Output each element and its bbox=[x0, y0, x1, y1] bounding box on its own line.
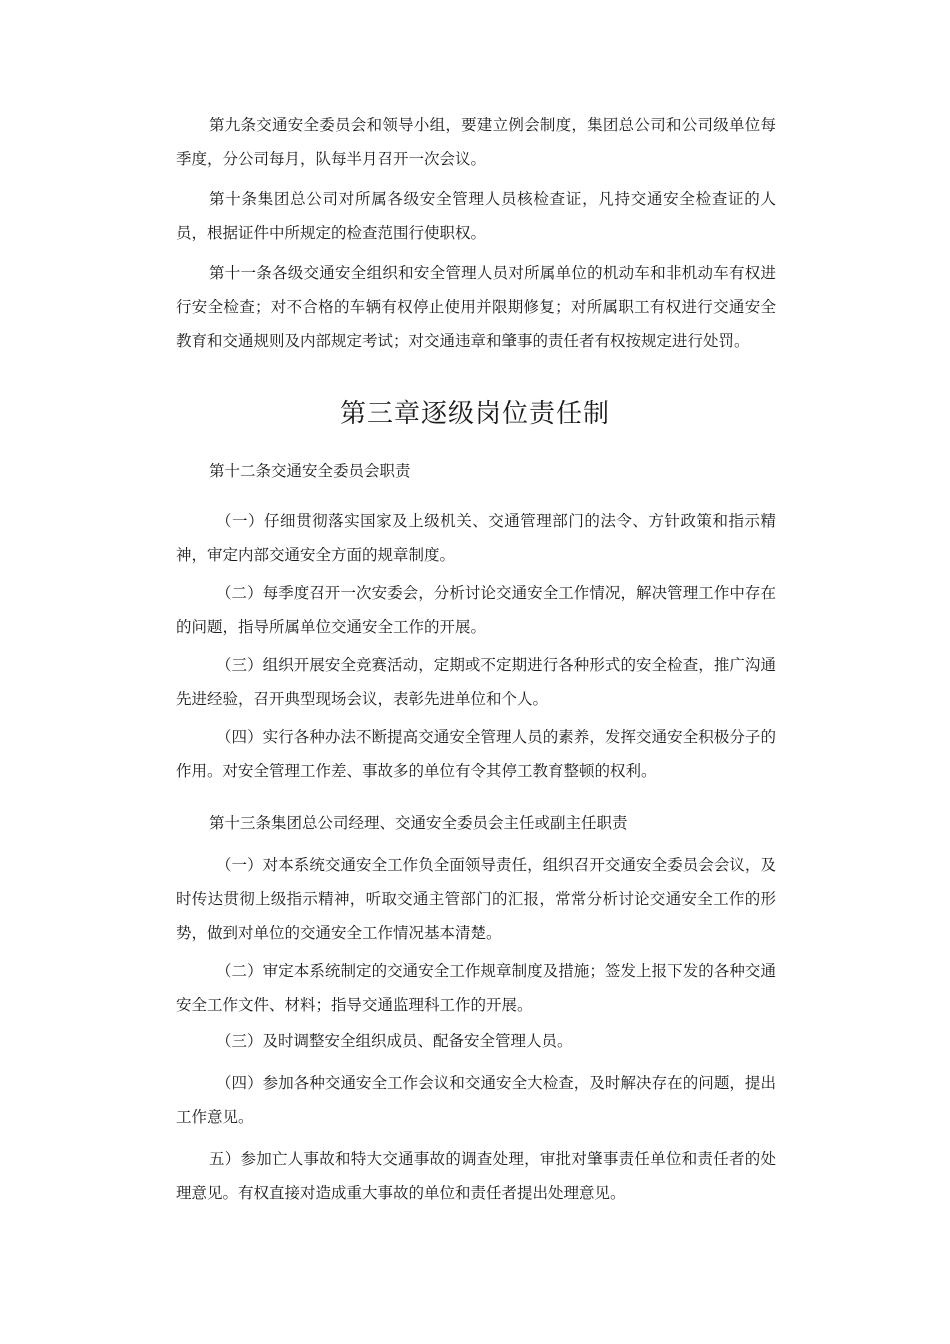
article-10: 第十条集团总公司对所属各级安全管理人员核检查证，凡持交通安全检查证的人员，根据证件中所规定的检查范围行使职权。 bbox=[176, 190, 776, 242]
article-13-item-3: （三）及时调整安全组织成员、配备安全管理人员。 bbox=[216, 1032, 573, 1050]
article-13-item-1: （一）对本系统交通安全工作负全面领导责任，组织召开交通安全委员会会议，及时传达贯彻上级指示精神，听取交通主管部门的汇报，常常分析讨论交通安全工作的形势，做到对单位的交通安全工作情况基本清楚。 bbox=[176, 856, 776, 942]
article-13-item-4: （四）参加各种交通安全工作会议和交通安全大检查，及时解决存在的问题，提出工作意见。 bbox=[176, 1074, 776, 1126]
article-12-item-2: （二）每季度召开一次安委会，分析讨论交通安全工作情况，解决管理工作中存在的问题，指导所属单位交通安全工作的开展。 bbox=[176, 584, 776, 636]
article-13-title: 第十三条集团总公司经理、交通安全委员会主任或副主任职责 bbox=[209, 814, 628, 832]
article-9: 第九条交通安全委员会和领导小组，要建立例会制度，集团总公司和公司级单位每季度，分公司每月，队每半月召开一次会议。 bbox=[176, 116, 776, 168]
article-13-item-5: 五）参加亡人事故和特大交通事故的调查处理，审批对肇事责任单位和责任者的处理意见。有权直接对造成重大事故的单位和责任者提出处理意见。 bbox=[176, 1150, 776, 1202]
article-12-title: 第十二条交通安全委员会职责 bbox=[209, 462, 411, 480]
article-13-item-2: （二）审定本系统制定的交通安全工作规章制度及措施；签发上报下发的各种交通安全工作文件、材料；指导交通监理科工作的开展。 bbox=[176, 962, 776, 1014]
article-12-item-3: （三）组织开展安全竞赛活动，定期或不定期进行各种形式的安全检查，推广沟通先进经验，召开典型现场会议，表彰先进单位和个人。 bbox=[176, 656, 776, 708]
chapter-3-title: 第三章逐级岗位责任制 bbox=[339, 399, 610, 429]
article-11: 第十一条各级交通安全组织和安全管理人员对所属单位的机动车和非机动车有权进行安全检查；对不合格的车辆有权停止使用并限期修复；对所属职工有权进行交通安全教育和交通规则及内部规定考试；对交通违章和肇事的责任者有权按规定进行处罚。 bbox=[176, 264, 776, 350]
article-12-item-4: （四）实行各种办法不断提高交通安全管理人员的素养，发挥交通安全积极分子的作用。对安全管理工作差、事故多的单位有令其停工教育整顿的权利。 bbox=[176, 728, 776, 780]
article-12-item-1: （一）仔细贯彻落实国家及上级机关、交通管理部门的法令、方针政策和指示精神，审定内部交通安全方面的规章制度。 bbox=[176, 512, 776, 564]
